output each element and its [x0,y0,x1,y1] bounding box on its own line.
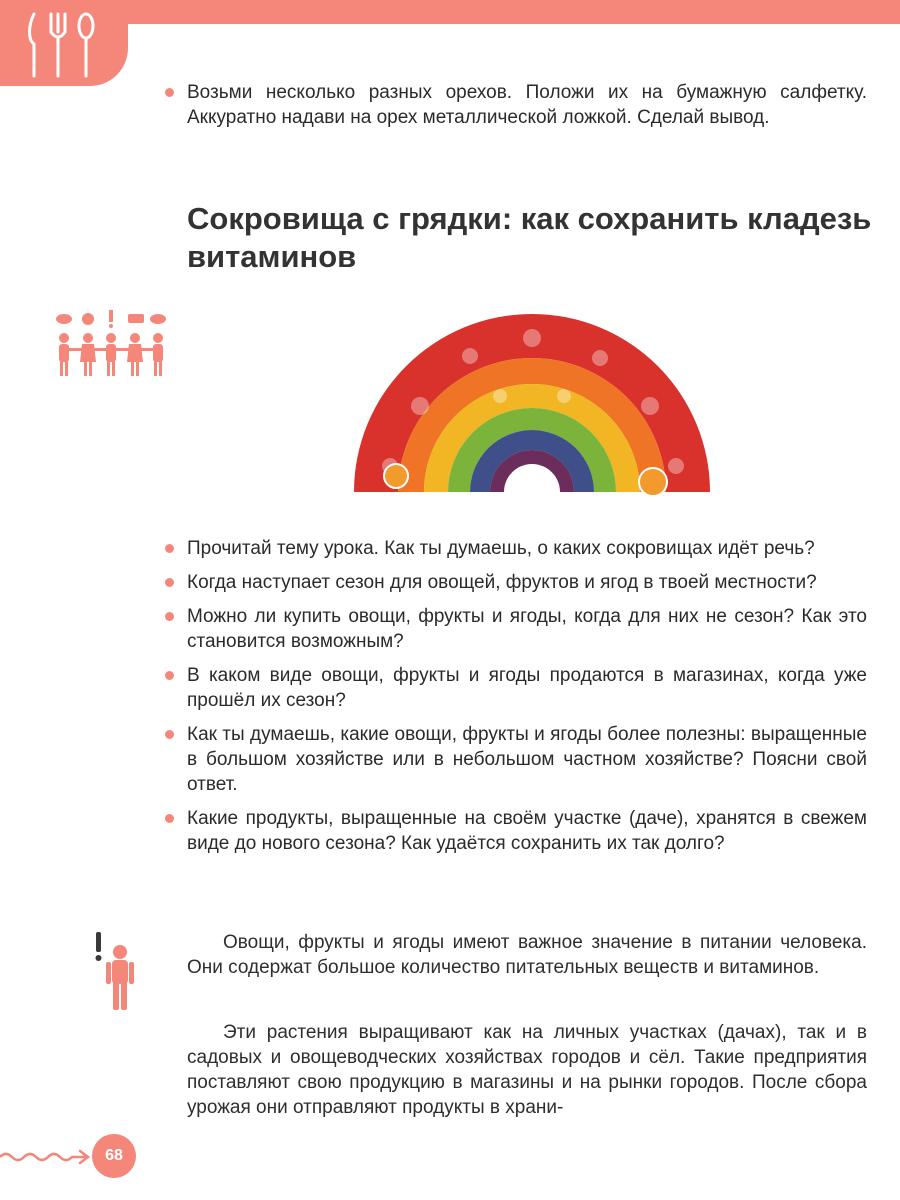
list-item [187,663,867,713]
question-text: Прочитай тему урока. Как ты думаешь, о каких сокровищах идёт речь? [187,538,815,559]
bullet-dot [165,578,174,587]
page-number: 68 [92,1134,136,1178]
page-arrow-decoration [0,1145,96,1169]
list-item [187,80,867,130]
body-paragraph: Овощи, фрукты и ягоды имеют важное значение в питании человека. Они содержат большое количество питательных веществ и витаминов. [187,932,867,978]
list-item [187,604,867,654]
question-text: Какие продукты, выращенные на своём участке (даче), хранятся в свежем виде до нового сезона? Как удаётся сохранить их так долго? [187,808,867,854]
fruit-vegetable-rainbow-image [350,296,714,502]
question-text: Как ты думаешь, какие овощи, фрукты и ягоды более полезны: выращенные в большом хозяйстве или в небольшом частном хозяйстве? Поясни свой ответ. [187,724,867,795]
bullet-dot [165,814,174,823]
question-text: Можно ли купить овощи, фрукты и ягоды, когда для них не сезон? Как это становится возможным? [187,606,867,652]
body-paragraph: Эти растения выращивают как на личных участках (дачах), так и в садовых и овощеводческих хозяйствах городов и сёл. Такие предприятия поставляют свою продукцию в магазины и на рынки городов. После сбора урожая они отправляют продукты в храни- [187,1022,867,1118]
question-list [187,536,867,856]
question-text: В каком виде овощи, фрукты и ягоды продаются в магазинах, когда уже прошёл их сезон? [187,665,867,711]
bullet-dot [165,88,174,97]
attention-person-icon [92,930,138,1012]
utensils-icon [24,10,104,80]
bullet-dot [165,671,174,680]
header-tab [0,0,128,86]
list-item [187,722,867,797]
bullet-dot [165,544,174,553]
intro-list [187,80,867,130]
top-band [0,0,900,24]
bullet-dot [165,612,174,621]
bullet-dot [165,730,174,739]
question-text: Когда наступает сезон для овощей, фруктов и ягод в твоей местности? [187,572,817,593]
list-item [187,570,867,595]
list-item [187,536,867,561]
group-discussion-icon [48,310,172,380]
list-item [187,806,867,856]
section-title: Сокровища с грядки: как сохранить кладезь витаминов [187,201,872,274]
intro-bullet-text: Возьми несколько разных орехов. Положи их на бумажную салфетку. Аккуратно надави на орех металлической ложкой. Сделай вывод. [187,82,867,128]
